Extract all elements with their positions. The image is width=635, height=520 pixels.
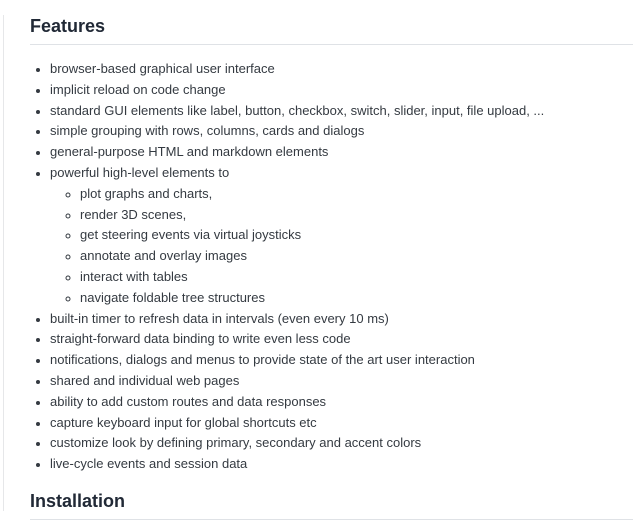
features-sublist	[50, 184, 633, 309]
readme-content	[30, 15, 633, 520]
feature-item: • capture keyboard input for global shortcuts etc	[50, 413, 633, 434]
feature-subitem: ◦ annotate and overlay images	[80, 246, 633, 267]
feature-item: • browser-based graphical user interface	[50, 59, 633, 80]
feature-item: • straight-forward data binding to write even less code	[50, 329, 633, 350]
feature-item: • shared and individual web pages	[50, 371, 633, 392]
feature-item: • general-purpose HTML and markdown elements	[50, 142, 633, 163]
feature-subitem: ◦ interact with tables	[80, 267, 633, 288]
features-list	[30, 59, 633, 475]
feature-subitem: ◦ render 3D scenes,	[80, 205, 633, 226]
feature-item: • implicit reload on code change	[50, 80, 633, 101]
feature-item: • live-cycle events and session data	[50, 454, 633, 475]
feature-subitem: ◦ plot graphs and charts,	[80, 184, 633, 205]
feature-subitem: ◦ navigate foldable tree structures	[80, 288, 633, 309]
feature-item	[50, 163, 633, 309]
feature-item: • notifications, dialogs and menus to provide state of the art user interaction	[50, 350, 633, 371]
features-heading: Features	[30, 15, 633, 45]
feature-item: • standard GUI elements like label, button, checkbox, switch, slider, input, file upload, ...	[50, 101, 633, 122]
next-section-heading-partial: Installation	[30, 490, 633, 520]
feature-subitem: ◦ get steering events via virtual joysticks	[80, 225, 633, 246]
feature-item: • ability to add custom routes and data responses	[50, 392, 633, 413]
feature-item-text: powerful high-level elements to	[50, 164, 230, 180]
feature-item: • simple grouping with rows, columns, cards and dialogs	[50, 121, 633, 142]
page-left-border	[3, 15, 4, 511]
feature-item: • customize look by defining primary, secondary and accent colors	[50, 433, 633, 454]
feature-item: • built-in timer to refresh data in intervals (even every 10 ms)	[50, 309, 633, 330]
